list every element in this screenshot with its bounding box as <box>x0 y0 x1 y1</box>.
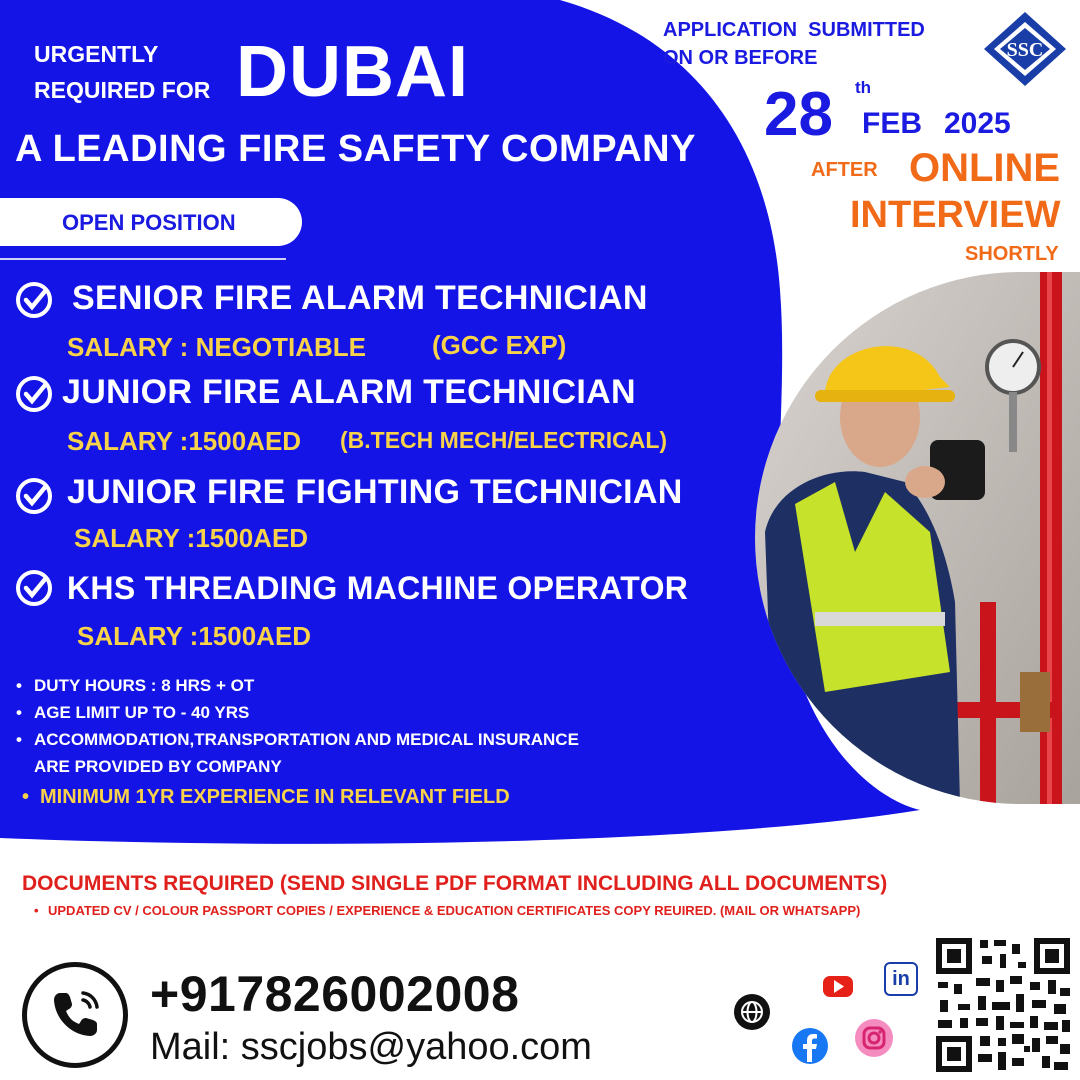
position-note-1: (GCC EXP) <box>432 330 567 360</box>
detail-benefits-line-2: ARE PROVIDED BY COMPANY <box>34 757 282 776</box>
interview-label: INTERVIEW <box>850 194 1061 236</box>
divider-line <box>0 258 286 260</box>
position-salary-4: SALARY :1500AED <box>77 621 312 651</box>
deadline-month: FEB <box>862 107 922 140</box>
open-position-label: OPEN POSITION <box>62 210 236 235</box>
position-salary-3: SALARY :1500AED <box>74 523 309 553</box>
deadline-line-2: ON OR BEFORE <box>663 47 818 69</box>
urgent-line-1: URGENTLY <box>34 41 159 67</box>
after-label: AFTER <box>811 159 878 181</box>
check-circle-icon <box>14 280 54 320</box>
position-title-4: KHS THREADING MACHINE OPERATOR <box>67 570 689 606</box>
linkedin-icon[interactable]: in <box>884 962 918 996</box>
svg-text:SSC: SSC <box>1006 39 1044 61</box>
detail-benefits: • ACCOMMODATION,TRANSPORTATION AND MEDICAL INSURANCE <box>34 729 579 751</box>
position-title-3: JUNIOR FIRE FIGHTING TECHNICIAN <box>67 473 683 511</box>
youtube-icon[interactable] <box>818 966 858 1006</box>
detail-experience: • MINIMUM 1YR EXPERIENCE IN RELEVANT FIELD <box>40 786 510 808</box>
position-note-2: (B.TECH MECH/ELECTRICAL) <box>340 427 668 453</box>
facebook-icon[interactable] <box>790 1026 830 1066</box>
location-title: DUBAI <box>236 32 469 112</box>
documents-required-title: DOCUMENTS REQUIRED (SEND SINGLE PDF FORMAT INCLUDING ALL DOCUMENTS) <box>22 872 888 895</box>
deadline-day: 28 <box>764 80 833 149</box>
position-title-1: SENIOR FIRE ALARM TECHNICIAN <box>72 279 648 317</box>
check-circle-icon <box>14 568 54 608</box>
phone-number[interactable]: +917826002008 <box>150 966 520 1022</box>
position-salary-1: SALARY : NEGOTIABLE <box>67 332 367 362</box>
shortly-label: SHORTLY <box>965 243 1059 265</box>
check-circle-icon <box>14 476 54 516</box>
urgent-line-2: REQUIRED FOR <box>34 77 211 103</box>
ssc-logo <box>980 8 1070 90</box>
instagram-icon[interactable] <box>854 1018 894 1058</box>
position-title-2: JUNIOR FIRE ALARM TECHNICIAN <box>62 373 636 411</box>
globe-icon[interactable] <box>733 993 771 1031</box>
position-salary-2: SALARY :1500AED <box>67 426 302 456</box>
phone-icon <box>22 962 128 1068</box>
detail-age-limit: • AGE LIMIT UP TO - 40 YRS <box>34 702 249 724</box>
deadline-line-1: APPLICATION SUBMITTED <box>663 19 925 41</box>
application-deadline-label <box>663 16 925 72</box>
urgently-required-label <box>34 36 210 108</box>
company-description: A LEADING FIRE SAFETY COMPANY <box>15 128 696 170</box>
deadline-year: 2025 <box>944 107 1011 140</box>
documents-required-item: • UPDATED CV / COLOUR PASSPORT COPIES / EXPERIENCE & EDUCATION CERTIFICATES COPY REUIRED. (MAIL OR WHATSAPP) <box>48 902 860 920</box>
qr-code[interactable] <box>936 938 1070 1072</box>
check-circle-icon <box>14 374 54 414</box>
email-address[interactable]: Mail: sscjobs@yahoo.com <box>150 1026 592 1068</box>
online-label: ONLINE <box>909 146 1061 190</box>
detail-duty-hours: • DUTY HOURS : 8 HRS + OT <box>34 675 254 697</box>
deadline-day-suffix: th <box>855 78 872 97</box>
